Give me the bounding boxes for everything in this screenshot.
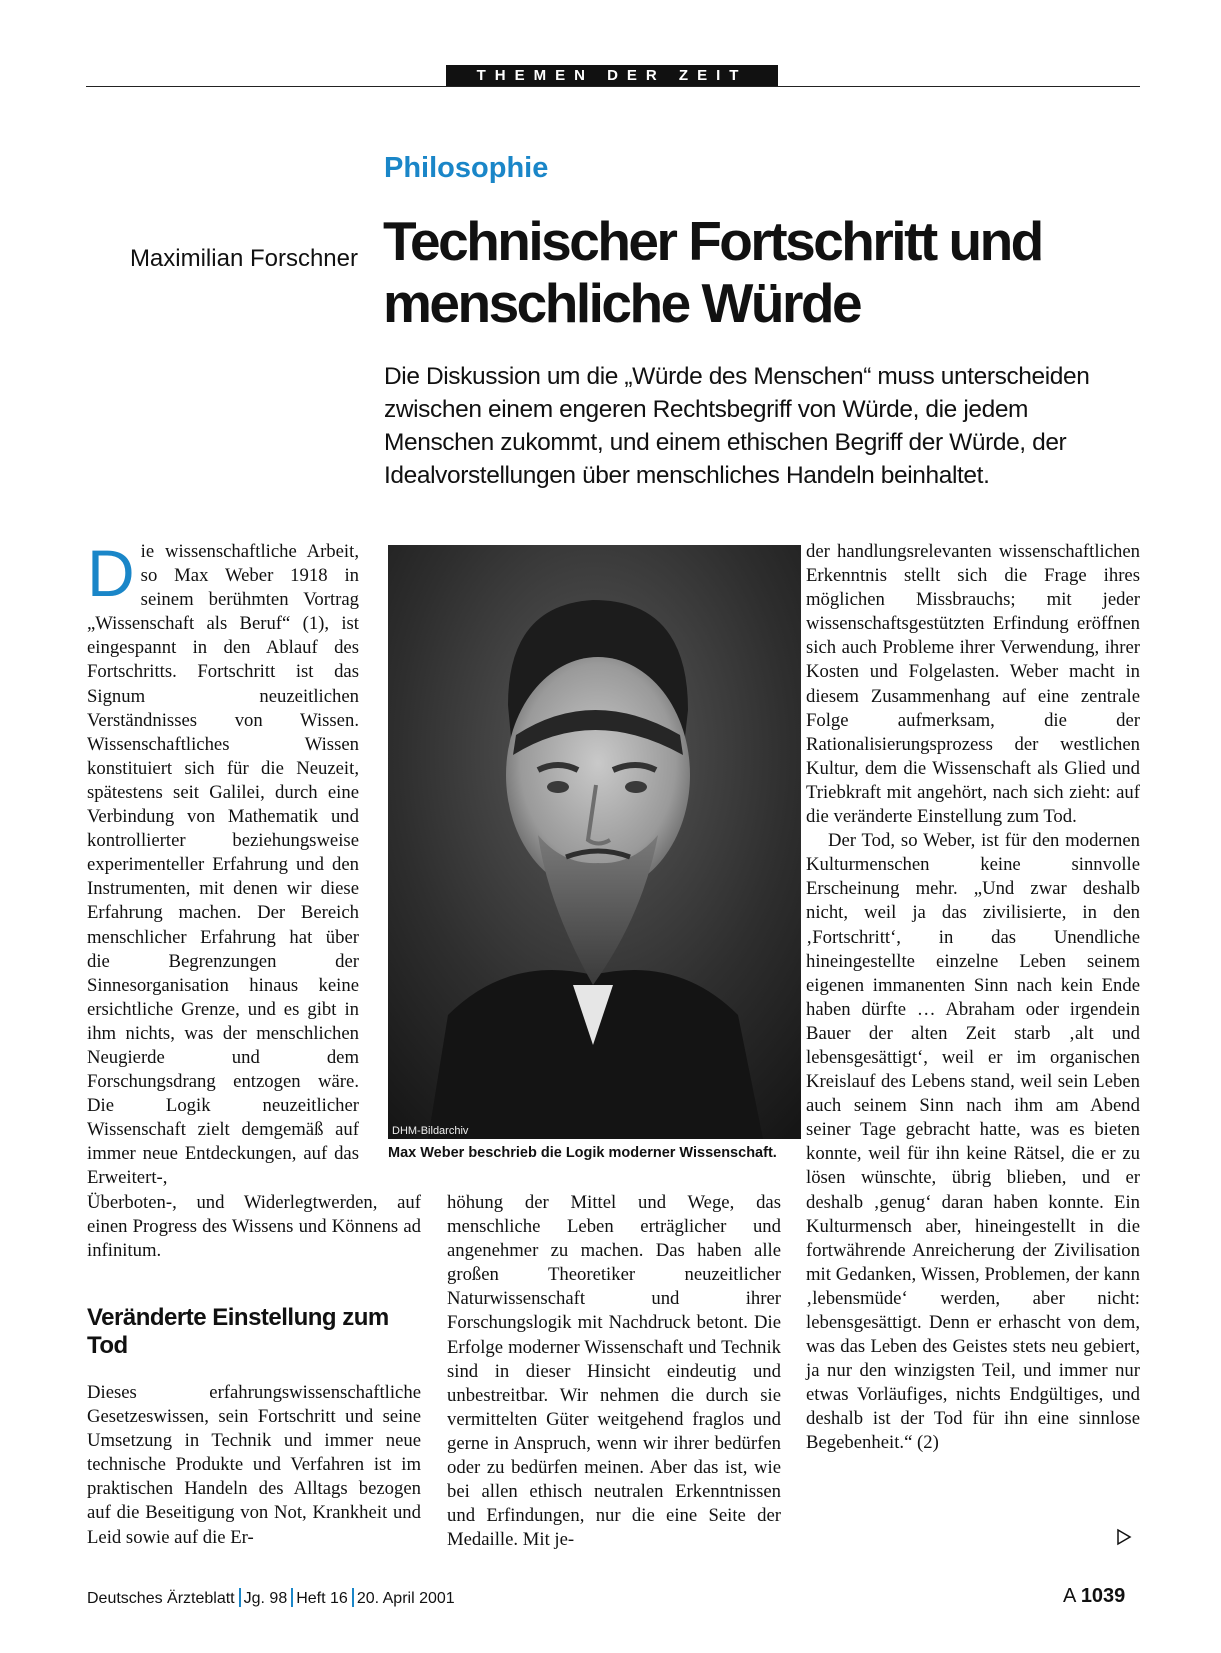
title-line-2: menschliche Würde [383, 272, 861, 334]
article-author: Maximilian Forschner [129, 245, 358, 272]
body-paragraph-1-continued: Überboten-, und Widerlegtwerden, auf einen Progress des Wissens und Könnens ad infinitum. [87, 1192, 421, 1262]
portrait-image [388, 545, 801, 1139]
footer-separator [352, 1588, 354, 1607]
footer-separator [239, 1588, 241, 1607]
body-paragraph-3: Der Tod, so Weber, ist für den modernen Kulturmenschen keine sinnvolle Erscheinung mehr. „Und zwar deshalb nicht, weil ja das zivilisierte, in den ‚Fortschritt‘, in das Unendliche hineingestellte einzelne Leben seinem eigenen immanenten Sinn nach kein Ende haben dürfte … Abraham oder irgendein Bauer der alten Zeit starb ‚alt und lebensgesättigt‘, weil er im organischen Kreislauf des Lebens stand, weil sein Leben auch seinem Sinn nach ihm am Abend seiner Tage gebracht hatte, was es bieten konnte, weil für ihn keine Rätsel, die er zu lösen wünschte, übrig blieben, und er deshalb ‚genug‘ daran haben konnte. Ein Kulturmensch aber, hineingestellt in die fortwährende Anreicherung der Zivilisation mit Gedanken, Wissen, Problemen, der kann ‚lebensmüde‘ werden, aber nicht: lebensgesättigt. Denn er erhascht von dem, was das Leben des Geistes stets neu gebiert, ja nur den winzigsten Teil, und immer nur etwas Vorläufiges, nichts Endgültiges, und deshalb ist der Tod für ihn eine sinnlose Begebenheit.“ (2) [806, 830, 1140, 1454]
triangle-right-icon [1116, 1528, 1132, 1546]
section-label: THEMEN DER ZEIT [446, 65, 778, 86]
header-rule [86, 86, 1140, 87]
photo-caption: Max Weber beschrieb die Logik moderner Wissenschaft. [388, 1145, 777, 1161]
title-line-1: Technischer Fortschritt und [383, 210, 1042, 272]
body-paragraph-2-end: der handlungsrelevanten wissenschaftlichen Erkenntnis stellt sich die Frage ihres möglichen Missbrauchs; mit jeder wissenschaftsgestützten Erfindung eröffnen sich auch Probleme ihrer Verwendung, ihrer Kosten und Folgelasten. Weber macht in diesem Zusammenhang auf eine zentrale Folge aufmerksam, die der Rationalisierungsprozess der westlichen Kultur, dem die Wissenschaft als Glied und Triebkraft mit angehört, nach sich zieht: auf die veränderte Einstellung zum Tod. [806, 541, 1140, 828]
journal-issue: Heft 16 [296, 1590, 348, 1607]
dropcap: D [87, 536, 135, 610]
subheading: Veränderte Einstellung zum Tod [87, 1304, 389, 1359]
page-number-value: 1039 [1080, 1585, 1126, 1607]
paragraph-1-text: ie wissenschaftliche Arbeit, so Max Weber 1918 in seinem berühmten Vortrag „Wissenschaft als Beruf“ (1), ist eingespannt in den Ablauf des Fortschritts. Fortschritt ist das Signum neuzeitlichen Verständnisses von Wissen. Wissenschaftliches Wissen konstituiert sich für die Neuzeit, spätestens seit Galilei, durch eine Verbindung von Mathematik und kontrollierter beziehungsweise experimenteller Erfahrung und den Instrumenten, mit denen wir diese Erfahrung machen. Der Bereich menschlicher Erfahrung hat über die Begrenzungen der Sinnesorganisation hinaus keine ersichtliche Grenze, und es gibt in ihm nichts, was der menschlichen Neugierde und dem Forschungsdrang entzogen wäre. Die Logik neuzeitlicher Wissenschaft zielt demgemäß auf immer neue Entdeckungen, auf das Erweitert-, [87, 541, 359, 1189]
article-lead: Die Diskussion um die „Würde des Menschen“ muss unterscheiden zwischen einem engeren Rechtsbegriff von Würde, die jedem Menschen zukommt, und einem ethischen Begriff der Würde, der Idealvorstellungen über menschliches Handeln beinhaltet. [384, 363, 1090, 489]
portrait-photo [388, 545, 801, 1139]
body-paragraph-2-continued: höhung der Mittel und Wege, das menschliche Leben erträglicher und angenehmer zu machen. Das haben alle großen Theoretiker neuzeitlicher Naturwissenschaft und ihrer Forschungslogik mit Nachdruck betont. Die Erfolge moderner Wissenschaft und Technik sind in dieser Hinsicht eindeutig und unbestreitbar. Wir nehmen die durch sie vermittelten Güter weitgehend fraglos und gerne in Anspruch, wenn wir ihrer bedürfen oder zu bedürfen meinen. Aber das ist, wie bei allen ethisch neutralen Erkenntnissen und Erfindungen, nur die eine Seite der Medaille. Mit je- [447, 1192, 781, 1551]
body-paragraph-2: Dieses erfahrungswissenschaftliche Gesetzeswissen, sein Fortschritt und seine Umsetzung in Technik und immer neue technische Produkte und Verfahren ist im praktischen Handeln des Alltags bezogen auf die Beseitigung von Not, Krankheit und Leid sowie auf die Er- [87, 1382, 421, 1548]
page-number [1063, 1583, 1125, 1609]
body-paragraph-1 [87, 536, 359, 1191]
journal-date: 20. April 2001 [356, 1590, 455, 1607]
journal-volume: Jg. 98 [243, 1590, 288, 1607]
photo-credit: DHM-Bildarchiv [392, 1125, 469, 1137]
journal-name: Deutsches Ärzteblatt [87, 1590, 235, 1607]
column-3 [806, 540, 1140, 1456]
article-title [383, 210, 1143, 334]
footer-separator [291, 1588, 293, 1607]
article-kicker: Philosophie [384, 152, 549, 184]
page-prefix: A [1063, 1585, 1076, 1607]
footer [87, 1588, 455, 1610]
